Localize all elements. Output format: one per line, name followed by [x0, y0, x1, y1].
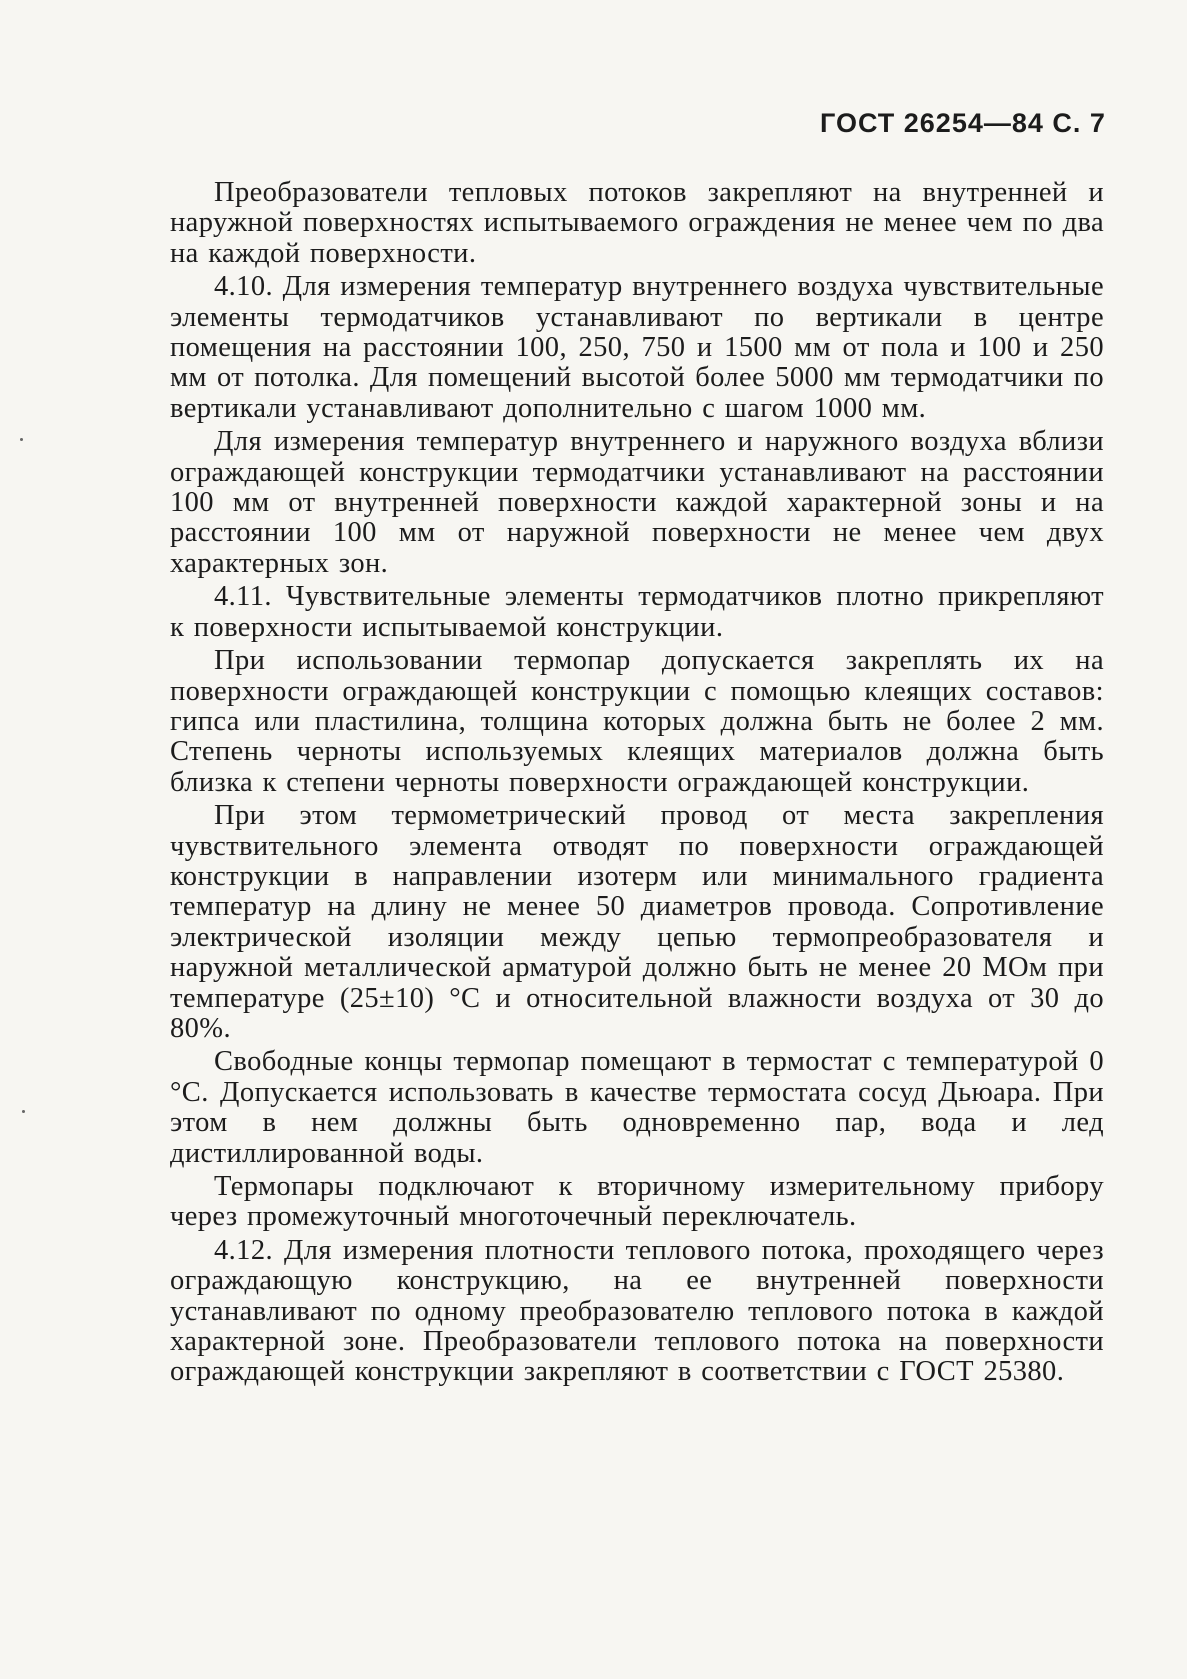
paragraph-cold-junction: Свободные концы термопар помещают в термостат с температурой 0 °С. Допускается использовать в качестве термостата сосуд Дьюара. При этом в нем должны быть одновременно пар, вода и лед дистиллированной воды.	[170, 1046, 1104, 1169]
paragraph-thermocouple-mounting: При использовании термопар допускается закреплять их на поверхности ограждающей конструкции с помощью клеящих составов: гипса или пластилина, толщина которых должна быть не более 2 мм. Степень черноты используемых клеящих материалов должна быть близка к степени черноты поверхности ограждающей конструкции.	[170, 645, 1104, 798]
paragraph-4-10: 4.10. Для измерения температур внутреннего воздуха чувствительные элементы термодатчиков устанавливают по вертикали в центре помещения на расстоянии 100, 250, 750 и 1500 мм от пола и 100 и 250 мм от потолка. Для помещений высотой более 5000 мм термодатчики по вертикали устанавливают дополнительно с шагом 1000 мм.	[170, 271, 1104, 424]
page-header: ГОСТ 26254—84 С. 7	[820, 108, 1106, 138]
scan-speck	[22, 1110, 25, 1113]
paragraph-air-temperature: Для измерения температур внутреннего и наружного воздуха вблизи ограждающей конструкции термодатчики устанавливают на расстоянии 100 мм от внутренней поверхности каждой характерной зоны и на расстоянии 100 мм от наружной поверхности не менее чем двух характерных зон.	[170, 426, 1104, 579]
scan-speck	[20, 438, 23, 441]
document-body	[170, 178, 1104, 1391]
paragraph-thermometric-wire: При этом термометрический провод от места закрепления чувствительного элемента отводят по поверхности ограждающей конструкции в направлении изотерм или минимального градиента температур на длину не менее 50 диаметров провода. Сопротивление электрической изоляции между цепью термопреобразователя и наружной металлической арматурой должно быть не менее 20 МОм при температуре (25±10) °С и относительной влажности воздуха от 30 до 80%.	[170, 800, 1104, 1044]
paragraph-connection: Термопары подключают к вторичному измерительному прибору через промежуточный многоточечный переключатель.	[170, 1171, 1104, 1233]
paragraph-4-11: 4.11. Чувствительные элементы термодатчиков плотно прикрепляют к поверхности испытываемой конструкции.	[170, 581, 1104, 643]
paragraph-4-12: 4.12. Для измерения плотности теплового потока, проходящего через ограждающую конструкцию, на ее внутренней поверхности устанавливают по одному преобразователю теплового потока в каждой характерной зоне. Преобразователи теплового потока на поверхности ограждающей конструкции закрепляют в соответствии с ГОСТ 25380.	[170, 1234, 1104, 1388]
paragraph-heat-flux-converters: Преобразователи тепловых потоков закрепляют на внутренней и наружной поверхностях испытываемого ограждения не менее чем по два на каждой поверхности.	[170, 177, 1104, 269]
